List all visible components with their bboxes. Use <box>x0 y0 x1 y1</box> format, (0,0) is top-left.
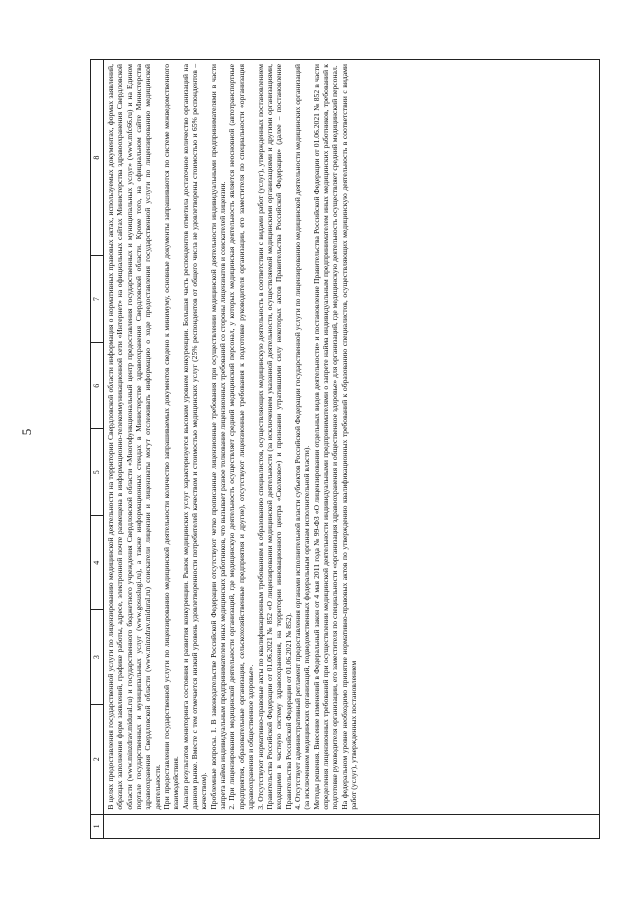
column-header: 7 <box>91 255 103 342</box>
page-number: 5 <box>19 428 34 436</box>
table-header <box>90 59 104 839</box>
paragraph: 4. Отсутствует административный регламент предоставления органами исполнительной власти субъектов Российской Федерации государственной услуги по лицензированию медицинской деятельности медицинских организаций (за исключением медицинских организаций, подведомственных федеральным органам исполнительной власти). <box>292 64 312 810</box>
cell-text <box>104 60 599 814</box>
column-header: 1 <box>91 814 103 838</box>
paragraph: В целях предоставления государственной услуги по лицензированию медицинской деятельности на территории Свердловской области информация о нормативных правовых актах, используемых документах, формах заявлений, образцах заполнения форм заявлений, графике работы, адресе, электронной почте размещена в информационно-телекоммуникационной сети «Интернет» на официальных сайтах Министерства здравоохранения Свердловской области (www.minzdrav.midural.ru) и государственного бюджетного учреждения Свердловской области «Многофункциональный центр предоставления государственных и муниципальных услуг» (www.mfc66.ru) и на Едином портале государственных и муниципальных услуг (www.gosuslugi.ru), а также информационных стендах в Министерстве здравоохранения Свердловской области. Кроме того, на официальном сайте Министерства здравоохранения Свердловской области (www.minzdrav.midural.ru) соискатели лицензии и лицензиаты могут отслеживать информацию о ходе предоставления государственной услуги по лицензированию медицинской деятельности. <box>106 64 162 810</box>
paragraph: Анализ результатов мониторинга состояния и развития конкуренции. Рынок медицинских услуг характеризуется высоким уровнем конкуренции. Большая часть респондентов отметила достаточное количество организаций на данном рынке. Вместе с тем отмечается низкий уровень удовлетворенности потребителей качеством и стоимостью медицинских услуг (25% респондентов от общего числа не удовлетворены стоимостью и 65% респондентов – качеством). <box>180 64 209 810</box>
column-header: 6 <box>91 342 103 429</box>
column-header: 3 <box>91 609 103 703</box>
row-number <box>104 814 599 838</box>
paragraph: При предоставлении государственной услуги по лицензированию медицинской деятельности количество запрашиваемых документов сведено к минимуму, основные документы запрашиваются по системе межведомственного взаимодействия. <box>162 64 181 810</box>
column-header: 8 <box>92 155 101 160</box>
paragraph: 3. Отсутствуют нормативно-правовые акты по квалификационным требованиям к образованию специалистов, осуществляющих медицинскую деятельность в соответствии с видами работ (услуг), утвержденных постановлением Правительства Российской Федерации от 01.06.2021 № 852 «О лицензировании медицинской деятельности (за исключением указанной деятельности, осуществляемой медицинскими организациями и другими организациями, входящими в частную систему здравоохранения, на территории инновационного центра «Сколково») и признании утратившими силу некоторых актов Правительства Российской Федерации» (далее – постановление Правительства Российской Федерации от 01.06.2021 № 852). <box>255 64 293 810</box>
paragraph: Методы решения. Внесение изменений в Федеральный закон от 4 мая 2011 года № 99-ФЗ «О лицензировании отдельных видов деятельности» и постановление Правительства Российской Федерации от 01.06.2021 № 852 в части определения лицензионных требований при осуществлении медицинской деятельности индивидуальными предпринимателями о запрете найма индивидуальным предпринимателем иных медицинских работников, требований к подготовке руководителя организации, его заместителя по специальности «организация здравоохранения и общественное здоровье» для организаций, где медицинскую деятельность осуществляет средний медицинский персонал. <box>311 64 340 810</box>
paragraph: 2. При лицензировании медицинской деятельности организаций, где медицинскую деятельность осуществляет средний медицинский персонал, у которых медицинская деятельность является неосновной (автотранспортные предприятия, образовательные организации, сельскохозяйственные предприятия и другие), отсутствуют лицензионные требования к подготовке руководителя организации, его заместителя по специальности «организация здравоохранения и общественное здоровье». <box>227 64 256 810</box>
paragraph: Проблемные вопросы. 1. В законодательстве Российской Федерации отсутствуют четко прописанные лицензионные требования при осуществлении медицинской деятельности индивидуальными предпринимателями в части запрета найма индивидуальным предпринимателем иных медицинских работников, что вызывает разное толкование лицензионных требований со стороны лицензиатов и соискателей лицензии. <box>208 64 228 810</box>
paragraph: На федеральном уровне необходимо принятие нормативно-правовых актов по утверждению квалификационных требований к образованию специалистов, осуществляющих медицинскую деятельность в соответствии с видами работ (услуг), утвержденных постановлением <box>339 64 358 810</box>
column-header: 4 <box>91 515 103 609</box>
rotated-table <box>90 59 600 839</box>
column-header: 5 <box>91 428 103 515</box>
table-row <box>104 59 600 839</box>
column-header: 2 <box>91 704 103 814</box>
